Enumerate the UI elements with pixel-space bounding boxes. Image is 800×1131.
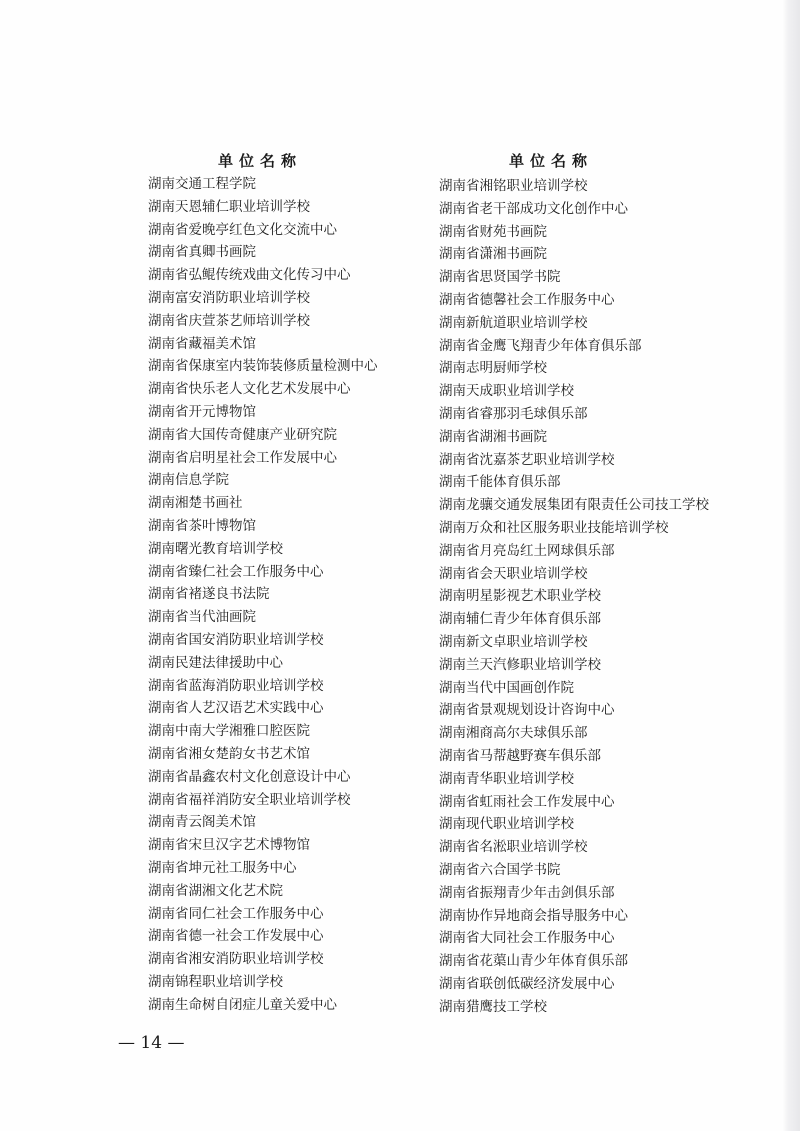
list-item: 湖南交通工程学院 [148,176,256,192]
list-item: 湖南省会天职业培训学校 [439,565,588,582]
list-item: 湖南新文卓职业培训学校 [439,633,588,650]
list-item: 湖南省人艺汉语艺术实践中心 [148,700,324,717]
list-item: 湖南省宋旦汉字艺术博物馆 [148,837,310,854]
list-item: 湖南省马帮越野赛车俱乐部 [439,747,601,764]
list-item: 湖南省花蕖山青少年体育俱乐部 [439,953,628,970]
list-item: 湖南省爱晚亭红色文化交流中心 [148,221,337,238]
list-item: 湖南省褚遂良书法院 [148,586,270,603]
list-item: 湖南省当代油画院 [148,609,256,626]
list-item: 湖南省月亮岛红土网球俱乐部 [439,542,615,559]
list-item: 湖南省快乐老人文化艺术发展中心 [148,381,351,398]
list-item: 湖南省名淞职业培训学校 [439,839,588,856]
right-column [433,150,733,1018]
list-item: 湖南省蓝海消防职业培训学校 [148,677,324,694]
list-item: 湖南省坤元社工服务中心 [148,859,297,876]
list-item: 湖南省金鹰飞翔青少年体育俱乐部 [439,337,642,354]
list-item: 湖南省保康室内装饰装修质量检测中心 [148,358,378,375]
list-item: 湖南锦程职业培训学校 [148,973,283,990]
list-item: 湖南中南大学湘雅口腔医院 [148,723,310,740]
list-item: 湖南省国安消防职业培训学校 [148,631,324,648]
list-item: 湖南省财苑书画院 [439,223,547,240]
list-item: 湖南省湘铭职业培训学校 [439,178,588,194]
list-item: 湖南协作异地商会指导服务中心 [439,907,628,924]
list-item: 湖南新航道职业培训学校 [439,314,588,331]
list-item: 湖南省睿那羽毛球俱乐部 [439,405,588,422]
list-item: 湖南明星影视艺术职业学校 [439,588,601,605]
list-item: 湖南省庆萱茶艺师培训学校 [148,312,310,329]
list-item: 湖南省湖湘文化艺术院 [148,882,283,899]
list-item: 湖南青云阁美术馆 [148,814,256,831]
list-item: 湖南现代职业培训学校 [439,816,574,833]
list-item: 湖南省潇湘书画院 [439,246,547,263]
list-item: 湖南省弘鲲传统戏曲文化传习中心 [148,267,351,284]
list-item: 湖南省大同社会工作服务中心 [439,930,615,947]
list-item: 湖南省茶叶博物馆 [148,517,256,534]
right-column-header: 单位名称 [509,152,594,170]
list-item: 湖南省沈嘉茶艺职业培训学校 [439,451,615,468]
list-item: 湖南曙光教育培训学校 [148,540,283,557]
list-item: 湖南猎鹰技工学校 [439,998,547,1015]
list-item: 湖南省湖湘书画院 [439,428,547,445]
list-item: 湖南青华职业培训学校 [439,770,574,787]
list-item: 湖南省德一社会工作发展中心 [148,928,324,945]
list-item: 湖南民建法律援助中心 [148,654,283,671]
list-item: 湖南湘楚书画社 [148,495,243,512]
list-item: 湖南省六合国学书院 [439,861,561,878]
list-item: 湖南省福祥消防安全职业培训学校 [148,791,351,808]
list-item: 湖南天成职业培训学校 [439,383,574,400]
list-item: 湖南龙骧交通发展集团有限责任公司技工学校 [439,497,709,514]
list-item: 湖南省臻仁社会工作服务中心 [148,563,324,580]
list-item: 湖南千能体育俱乐部 [439,474,561,491]
left-column [144,150,434,1016]
list-item: 湖南天恩辅仁职业培训学校 [148,198,310,215]
list-item: 湖南省老干部成功文化创作中心 [439,200,628,217]
list-item: 湖南湘商高尔夫球俱乐部 [439,725,588,742]
list-item: 湖南富安消防职业培训学校 [148,289,310,306]
list-item: 湖南省湘安消防职业培训学校 [148,951,324,968]
list-item: 湖南辅仁青少年体育俱乐部 [439,611,601,628]
list-item: 湖南省思贤国学书院 [439,269,561,286]
list-item: 湖南志明厨师学校 [439,360,547,377]
list-item: 湖南省晶鑫农村文化创意设计中心 [148,768,351,785]
page-number: — 14 — [118,1033,185,1053]
list-item: 湖南省真卿书画院 [148,244,256,261]
list-item: 湖南生命树自闭症儿童关爱中心 [148,996,337,1013]
scan-edge-shadow [782,0,800,1131]
list-item: 湖南省德馨社会工作服务中心 [439,291,615,308]
left-column-list [144,173,434,1016]
list-item: 湖南省藏福美术馆 [148,335,256,352]
right-column-list [433,175,733,1018]
list-item: 湖南兰天汽修职业培训学校 [439,656,601,673]
list-item: 湖南省开元博物馆 [148,403,256,420]
list-item: 湖南省联创低碳经济发展中心 [439,975,615,992]
list-item: 湖南省湘女楚韵女书艺术馆 [148,745,310,762]
list-item: 湖南信息学院 [148,472,229,489]
list-item: 湖南省同仁社会工作服务中心 [148,905,324,922]
left-column-header: 单位名称 [218,152,303,170]
list-item: 湖南省景观规划设计咨询中心 [439,702,615,719]
list-item: 湖南省振翔青少年击剑俱乐部 [439,884,615,901]
list-item: 湖南万众和社区服务职业技能培训学校 [439,519,669,536]
list-item: 湖南当代中国画创作院 [439,679,574,696]
list-item: 湖南省虹雨社会工作发展中心 [439,793,615,810]
list-item: 湖南省启明星社会工作发展中心 [148,449,337,466]
list-item: 湖南省大国传奇健康产业研究院 [148,426,337,443]
